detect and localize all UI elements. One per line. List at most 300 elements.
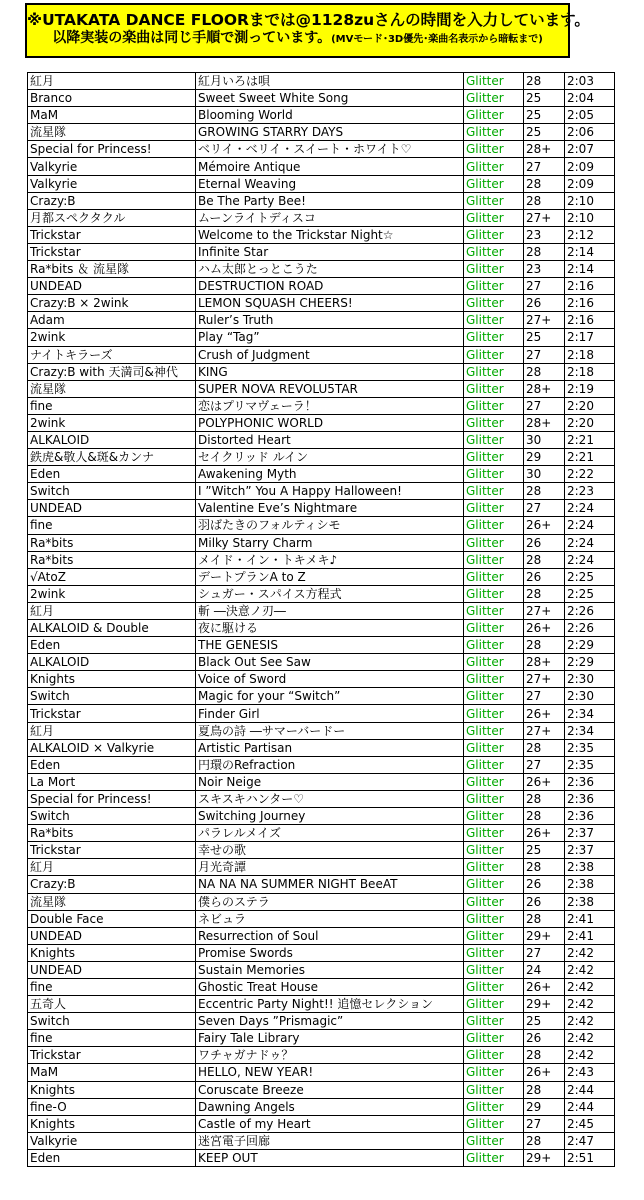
level-cell: 27+ xyxy=(524,722,565,739)
difficulty-cell: Glitter xyxy=(464,363,524,380)
level-cell: 30 xyxy=(524,466,565,483)
duration-cell: 2:38 xyxy=(565,859,615,876)
duration-cell: 2:42 xyxy=(565,1030,615,1047)
duration-cell: 2:35 xyxy=(565,756,615,773)
level-cell: 28 xyxy=(524,192,565,209)
duration-cell: 2:10 xyxy=(565,209,615,226)
duration-cell: 2:45 xyxy=(565,1115,615,1132)
unit-cell: fine-O xyxy=(28,1098,196,1115)
difficulty-cell: Glitter xyxy=(464,773,524,790)
table-row xyxy=(28,90,615,107)
table-row xyxy=(28,825,615,842)
song-title-cell: Voice of Sword xyxy=(196,671,464,688)
level-cell: 28 xyxy=(524,551,565,568)
unit-cell: 流星隊 xyxy=(28,380,196,397)
duration-cell: 2:36 xyxy=(565,808,615,825)
song-title-cell: Eccentric Party Night!! 追憶セレクション xyxy=(196,996,464,1013)
unit-cell: fine xyxy=(28,517,196,534)
level-cell: 27+ xyxy=(524,209,565,226)
song-title-cell: Welcome to the Trickstar Night☆ xyxy=(196,226,464,243)
duration-cell: 2:19 xyxy=(565,380,615,397)
unit-cell: Trickstar xyxy=(28,226,196,243)
table-row xyxy=(28,1098,615,1115)
difficulty-cell: Glitter xyxy=(464,1149,524,1166)
unit-cell: Eden xyxy=(28,466,196,483)
table-row xyxy=(28,671,615,688)
difficulty-cell: Glitter xyxy=(464,1098,524,1115)
unit-cell: Special for Princess! xyxy=(28,790,196,807)
difficulty-cell: Glitter xyxy=(464,209,524,226)
difficulty-cell: Glitter xyxy=(464,961,524,978)
song-title-cell: ハム太郎とっとこうた xyxy=(196,261,464,278)
unit-cell: 流星隊 xyxy=(28,124,196,141)
difficulty-cell: Glitter xyxy=(464,295,524,312)
difficulty-cell: Glitter xyxy=(464,500,524,517)
song-title-cell: Mémoire Antique xyxy=(196,158,464,175)
unit-cell: Knights xyxy=(28,944,196,961)
song-title-cell: Promise Swords xyxy=(196,944,464,961)
difficulty-cell: Glitter xyxy=(464,944,524,961)
duration-cell: 2:12 xyxy=(565,226,615,243)
song-title-cell: Blooming World xyxy=(196,107,464,124)
table-row xyxy=(28,107,615,124)
difficulty-cell: Glitter xyxy=(464,671,524,688)
difficulty-cell: Glitter xyxy=(464,790,524,807)
difficulty-cell: Glitter xyxy=(464,1115,524,1132)
level-cell: 27 xyxy=(524,397,565,414)
unit-cell: Trickstar xyxy=(28,1047,196,1064)
song-title-cell: スキスキハンター♡ xyxy=(196,790,464,807)
difficulty-cell: Glitter xyxy=(464,192,524,209)
table-row xyxy=(28,1030,615,1047)
table-row xyxy=(28,722,615,739)
song-title-cell: NA NA NA SUMMER NIGHT BeeAT xyxy=(196,876,464,893)
duration-cell: 2:30 xyxy=(565,671,615,688)
unit-cell: Knights xyxy=(28,1115,196,1132)
level-cell: 25 xyxy=(524,329,565,346)
song-title-cell: Ruler’s Truth xyxy=(196,312,464,329)
unit-cell: 五奇人 xyxy=(28,996,196,1013)
unit-cell: 2wink xyxy=(28,329,196,346)
song-title-cell: Distorted Heart xyxy=(196,431,464,448)
table-row xyxy=(28,466,615,483)
duration-cell: 2:37 xyxy=(565,825,615,842)
table-row xyxy=(28,141,615,158)
table-row xyxy=(28,483,615,500)
difficulty-cell: Glitter xyxy=(464,466,524,483)
table-row xyxy=(28,551,615,568)
unit-cell: Switch xyxy=(28,1013,196,1030)
difficulty-cell: Glitter xyxy=(464,1047,524,1064)
difficulty-cell: Glitter xyxy=(464,380,524,397)
difficulty-cell: Glitter xyxy=(464,1064,524,1081)
level-cell: 28 xyxy=(524,790,565,807)
difficulty-cell: Glitter xyxy=(464,620,524,637)
difficulty-cell: Glitter xyxy=(464,859,524,876)
duration-cell: 2:42 xyxy=(565,961,615,978)
unit-cell: UNDEAD xyxy=(28,500,196,517)
difficulty-cell: Glitter xyxy=(464,842,524,859)
song-title-cell: 迷宮電子回廊 xyxy=(196,1132,464,1149)
level-cell: 28 xyxy=(524,910,565,927)
level-cell: 28 xyxy=(524,363,565,380)
level-cell: 26 xyxy=(524,295,565,312)
table-row xyxy=(28,192,615,209)
unit-cell: Ra*bits ＆ 流星隊 xyxy=(28,261,196,278)
table-row xyxy=(28,380,615,397)
duration-cell: 2:47 xyxy=(565,1132,615,1149)
level-cell: 25 xyxy=(524,124,565,141)
duration-cell: 2:20 xyxy=(565,414,615,431)
level-cell: 28 xyxy=(524,637,565,654)
level-cell: 28+ xyxy=(524,380,565,397)
difficulty-cell: Glitter xyxy=(464,705,524,722)
level-cell: 26+ xyxy=(524,773,565,790)
level-cell: 28 xyxy=(524,1081,565,1098)
duration-cell: 2:38 xyxy=(565,876,615,893)
duration-cell: 2:42 xyxy=(565,996,615,1013)
duration-cell: 2:03 xyxy=(565,73,615,90)
level-cell: 25 xyxy=(524,90,565,107)
table-row xyxy=(28,961,615,978)
difficulty-cell: Glitter xyxy=(464,893,524,910)
table-row xyxy=(28,243,615,260)
level-cell: 23 xyxy=(524,261,565,278)
duration-cell: 2:44 xyxy=(565,1081,615,1098)
duration-cell: 2:41 xyxy=(565,927,615,944)
song-title-cell: 夏鳥の詩 ―サマーバードー xyxy=(196,722,464,739)
difficulty-cell: Glitter xyxy=(464,73,524,90)
level-cell: 27 xyxy=(524,500,565,517)
level-cell: 25 xyxy=(524,842,565,859)
song-title-cell: 斬 ―決意ノ刃― xyxy=(196,602,464,619)
duration-cell: 2:26 xyxy=(565,602,615,619)
duration-cell: 2:36 xyxy=(565,773,615,790)
table-row xyxy=(28,261,615,278)
table-row xyxy=(28,859,615,876)
song-title-cell: Castle of my Heart xyxy=(196,1115,464,1132)
unit-cell: Crazy:B × 2wink xyxy=(28,295,196,312)
table-row xyxy=(28,1047,615,1064)
level-cell: 28 xyxy=(524,808,565,825)
song-title-cell: Seven Days ”Prismagic” xyxy=(196,1013,464,1030)
duration-cell: 2:42 xyxy=(565,1047,615,1064)
song-title-cell: デートプランA to Z xyxy=(196,568,464,585)
level-cell: 27 xyxy=(524,278,565,295)
unit-cell: 2wink xyxy=(28,585,196,602)
level-cell: 26+ xyxy=(524,620,565,637)
song-title-cell: Play “Tag” xyxy=(196,329,464,346)
level-cell: 28+ xyxy=(524,414,565,431)
duration-cell: 2:23 xyxy=(565,483,615,500)
unit-cell: Knights xyxy=(28,671,196,688)
difficulty-cell: Glitter xyxy=(464,534,524,551)
difficulty-cell: Glitter xyxy=(464,329,524,346)
level-cell: 28 xyxy=(524,1047,565,1064)
song-title-cell: Magic for your “Switch” xyxy=(196,688,464,705)
duration-cell: 2:17 xyxy=(565,329,615,346)
unit-cell: Switch xyxy=(28,808,196,825)
level-cell: 28 xyxy=(524,859,565,876)
duration-cell: 2:37 xyxy=(565,842,615,859)
level-cell: 27 xyxy=(524,756,565,773)
duration-cell: 2:16 xyxy=(565,278,615,295)
song-title-cell: Dawning Angels xyxy=(196,1098,464,1115)
difficulty-cell: Glitter xyxy=(464,226,524,243)
table-row xyxy=(28,893,615,910)
song-title-cell: Ghostic Treat House xyxy=(196,978,464,995)
unit-cell: UNDEAD xyxy=(28,961,196,978)
unit-cell: Valkyrie xyxy=(28,158,196,175)
table-row xyxy=(28,431,615,448)
difficulty-cell: Glitter xyxy=(464,978,524,995)
duration-cell: 2:21 xyxy=(565,431,615,448)
unit-cell: UNDEAD xyxy=(28,927,196,944)
table-row xyxy=(28,620,615,637)
song-title-cell: 円環のRefraction xyxy=(196,756,464,773)
level-cell: 26 xyxy=(524,876,565,893)
level-cell: 27 xyxy=(524,346,565,363)
song-title-cell: 羽ばたきのフォルティシモ xyxy=(196,517,464,534)
table-row xyxy=(28,1064,615,1081)
song-title-cell: Milky Starry Charm xyxy=(196,534,464,551)
duration-cell: 2:34 xyxy=(565,705,615,722)
song-title-cell: Sustain Memories xyxy=(196,961,464,978)
song-title-cell: Infinite Star xyxy=(196,243,464,260)
table-row xyxy=(28,124,615,141)
level-cell: 23 xyxy=(524,226,565,243)
difficulty-cell: Glitter xyxy=(464,90,524,107)
table-row xyxy=(28,1132,615,1149)
song-title-cell: Resurrection of Soul xyxy=(196,927,464,944)
unit-cell: MaM xyxy=(28,1064,196,1081)
duration-cell: 2:29 xyxy=(565,637,615,654)
table-row xyxy=(28,978,615,995)
duration-cell: 2:41 xyxy=(565,910,615,927)
difficulty-cell: Glitter xyxy=(464,107,524,124)
difficulty-cell: Glitter xyxy=(464,722,524,739)
table-row xyxy=(28,1149,615,1166)
unit-cell: ナイトキラーズ xyxy=(28,346,196,363)
duration-cell: 2:43 xyxy=(565,1064,615,1081)
unit-cell: fine xyxy=(28,397,196,414)
duration-cell: 2:22 xyxy=(565,466,615,483)
duration-cell: 2:51 xyxy=(565,1149,615,1166)
song-title-cell: Crush of Judgment xyxy=(196,346,464,363)
level-cell: 29+ xyxy=(524,1149,565,1166)
song-title-cell: POLYPHONIC WORLD xyxy=(196,414,464,431)
level-cell: 26+ xyxy=(524,978,565,995)
difficulty-cell: Glitter xyxy=(464,124,524,141)
unit-cell: La Mort xyxy=(28,773,196,790)
table-row xyxy=(28,500,615,517)
table-row xyxy=(28,73,615,90)
difficulty-cell: Glitter xyxy=(464,927,524,944)
difficulty-cell: Glitter xyxy=(464,346,524,363)
level-cell: 25 xyxy=(524,107,565,124)
duration-cell: 2:24 xyxy=(565,500,615,517)
table-row xyxy=(28,637,615,654)
unit-cell: Ra*bits xyxy=(28,825,196,842)
duration-cell: 2:07 xyxy=(565,141,615,158)
level-cell: 28+ xyxy=(524,654,565,671)
unit-cell: Crazy:B xyxy=(28,876,196,893)
song-title-cell: GROWING STARRY DAYS xyxy=(196,124,464,141)
duration-cell: 2:05 xyxy=(565,107,615,124)
unit-cell: Crazy:B with 天満司&神代 xyxy=(28,363,196,380)
unit-cell: Valkyrie xyxy=(28,1132,196,1149)
unit-cell: 鉄虎&敬人&斑&カンナ xyxy=(28,449,196,466)
song-title-cell: ムーンライトディスコ xyxy=(196,209,464,226)
unit-cell: UNDEAD xyxy=(28,278,196,295)
unit-cell: Switch xyxy=(28,688,196,705)
duration-cell: 2:36 xyxy=(565,790,615,807)
table-row xyxy=(28,756,615,773)
unit-cell: Ra*bits xyxy=(28,534,196,551)
duration-cell: 2:20 xyxy=(565,397,615,414)
level-cell: 29 xyxy=(524,449,565,466)
level-cell: 27+ xyxy=(524,602,565,619)
level-cell: 26+ xyxy=(524,1064,565,1081)
song-title-cell: I ”Witch” You A Happy Halloween! xyxy=(196,483,464,500)
duration-cell: 2:14 xyxy=(565,243,615,260)
song-title-cell: KING xyxy=(196,363,464,380)
unit-cell: Special for Princess! xyxy=(28,141,196,158)
unit-cell: Trickstar xyxy=(28,705,196,722)
unit-cell: ALKALOID xyxy=(28,654,196,671)
table-row xyxy=(28,209,615,226)
duration-cell: 2:34 xyxy=(565,722,615,739)
table-row xyxy=(28,363,615,380)
duration-cell: 2:29 xyxy=(565,654,615,671)
difficulty-cell: Glitter xyxy=(464,158,524,175)
level-cell: 28 xyxy=(524,739,565,756)
song-title-cell: Awakening Myth xyxy=(196,466,464,483)
duration-cell: 2:14 xyxy=(565,261,615,278)
duration-cell: 2:09 xyxy=(565,175,615,192)
notice-line-1: ※UTAKATA DANCE FLOORまでは@1128zuさんの時間を入力しています。 xyxy=(27,11,590,29)
duration-cell: 2:42 xyxy=(565,944,615,961)
table-row xyxy=(28,226,615,243)
difficulty-cell: Glitter xyxy=(464,756,524,773)
song-title-cell: Finder Girl xyxy=(196,705,464,722)
level-cell: 27 xyxy=(524,688,565,705)
unit-cell: ALKALOID xyxy=(28,431,196,448)
difficulty-cell: Glitter xyxy=(464,910,524,927)
difficulty-cell: Glitter xyxy=(464,1081,524,1098)
table-row xyxy=(28,773,615,790)
song-title-cell: Coruscate Breeze xyxy=(196,1081,464,1098)
duration-cell: 2:25 xyxy=(565,585,615,602)
difficulty-cell: Glitter xyxy=(464,414,524,431)
duration-cell: 2:24 xyxy=(565,534,615,551)
duration-cell: 2:16 xyxy=(565,295,615,312)
unit-cell: Knights xyxy=(28,1081,196,1098)
difficulty-cell: Glitter xyxy=(464,483,524,500)
song-title-cell: 夜に駆ける xyxy=(196,620,464,637)
table-row xyxy=(28,568,615,585)
song-title-cell: ワチャガナドゥ？ xyxy=(196,1047,464,1064)
song-title-cell: 恋はプリマヴェーラ！ xyxy=(196,397,464,414)
difficulty-cell: Glitter xyxy=(464,654,524,671)
song-title-cell: Fairy Tale Library xyxy=(196,1030,464,1047)
notice-line-2-note: (MVモード･3D優先･楽曲名表示から暗転まで) xyxy=(331,34,543,45)
difficulty-cell: Glitter xyxy=(464,568,524,585)
level-cell: 24 xyxy=(524,961,565,978)
song-title-cell: 月光奇譚 xyxy=(196,859,464,876)
unit-cell: ALKALOID & Double xyxy=(28,620,196,637)
unit-cell: 紅月 xyxy=(28,73,196,90)
table-row xyxy=(28,944,615,961)
unit-cell: Valkyrie xyxy=(28,175,196,192)
difficulty-cell: Glitter xyxy=(464,312,524,329)
level-cell: 28 xyxy=(524,243,565,260)
duration-cell: 2:42 xyxy=(565,1013,615,1030)
duration-cell: 2:18 xyxy=(565,346,615,363)
unit-cell: √AtoZ xyxy=(28,568,196,585)
table-body xyxy=(28,73,615,1167)
unit-cell: Ra*bits xyxy=(28,551,196,568)
unit-cell: Adam xyxy=(28,312,196,329)
difficulty-cell: Glitter xyxy=(464,585,524,602)
duration-cell: 2:42 xyxy=(565,978,615,995)
unit-cell: MaM xyxy=(28,107,196,124)
level-cell: 26+ xyxy=(524,825,565,842)
song-title-cell: 紅月いろは唄 xyxy=(196,73,464,90)
song-title-cell: シュガー・スパイス方程式 xyxy=(196,585,464,602)
difficulty-cell: Glitter xyxy=(464,1132,524,1149)
difficulty-cell: Glitter xyxy=(464,397,524,414)
notice-line-2-main: 以降実装の楽曲は同じ手順で測っています。 xyxy=(52,30,332,46)
song-title-cell: ベリイ・ベリイ・スイート・ホワイト♡ xyxy=(196,141,464,158)
song-title-cell: Noir Neige xyxy=(196,773,464,790)
level-cell: 27 xyxy=(524,158,565,175)
duration-cell: 2:24 xyxy=(565,517,615,534)
level-cell: 26 xyxy=(524,1030,565,1047)
level-cell: 26 xyxy=(524,534,565,551)
song-title-cell: Artistic Partisan xyxy=(196,739,464,756)
table-row xyxy=(28,1081,615,1098)
table-row xyxy=(28,414,615,431)
difficulty-cell: Glitter xyxy=(464,141,524,158)
level-cell: 28 xyxy=(524,483,565,500)
difficulty-cell: Glitter xyxy=(464,808,524,825)
difficulty-cell: Glitter xyxy=(464,876,524,893)
table-row xyxy=(28,517,615,534)
song-title-cell: パラレルメイズ xyxy=(196,825,464,842)
table-row xyxy=(28,449,615,466)
table-row xyxy=(28,688,615,705)
level-cell: 27 xyxy=(524,1115,565,1132)
notice-line-2 xyxy=(27,29,568,49)
difficulty-cell: Glitter xyxy=(464,637,524,654)
table-row xyxy=(28,654,615,671)
duration-cell: 2:25 xyxy=(565,568,615,585)
table-row xyxy=(28,910,615,927)
difficulty-cell: Glitter xyxy=(464,602,524,619)
table-row xyxy=(28,996,615,1013)
level-cell: 29+ xyxy=(524,927,565,944)
difficulty-cell: Glitter xyxy=(464,261,524,278)
difficulty-cell: Glitter xyxy=(464,431,524,448)
difficulty-cell: Glitter xyxy=(464,175,524,192)
unit-cell: Eden xyxy=(28,756,196,773)
level-cell: 29 xyxy=(524,1098,565,1115)
song-title-cell: 幸せの歌 xyxy=(196,842,464,859)
table-row xyxy=(28,158,615,175)
duration-cell: 2:35 xyxy=(565,739,615,756)
table-row xyxy=(28,295,615,312)
